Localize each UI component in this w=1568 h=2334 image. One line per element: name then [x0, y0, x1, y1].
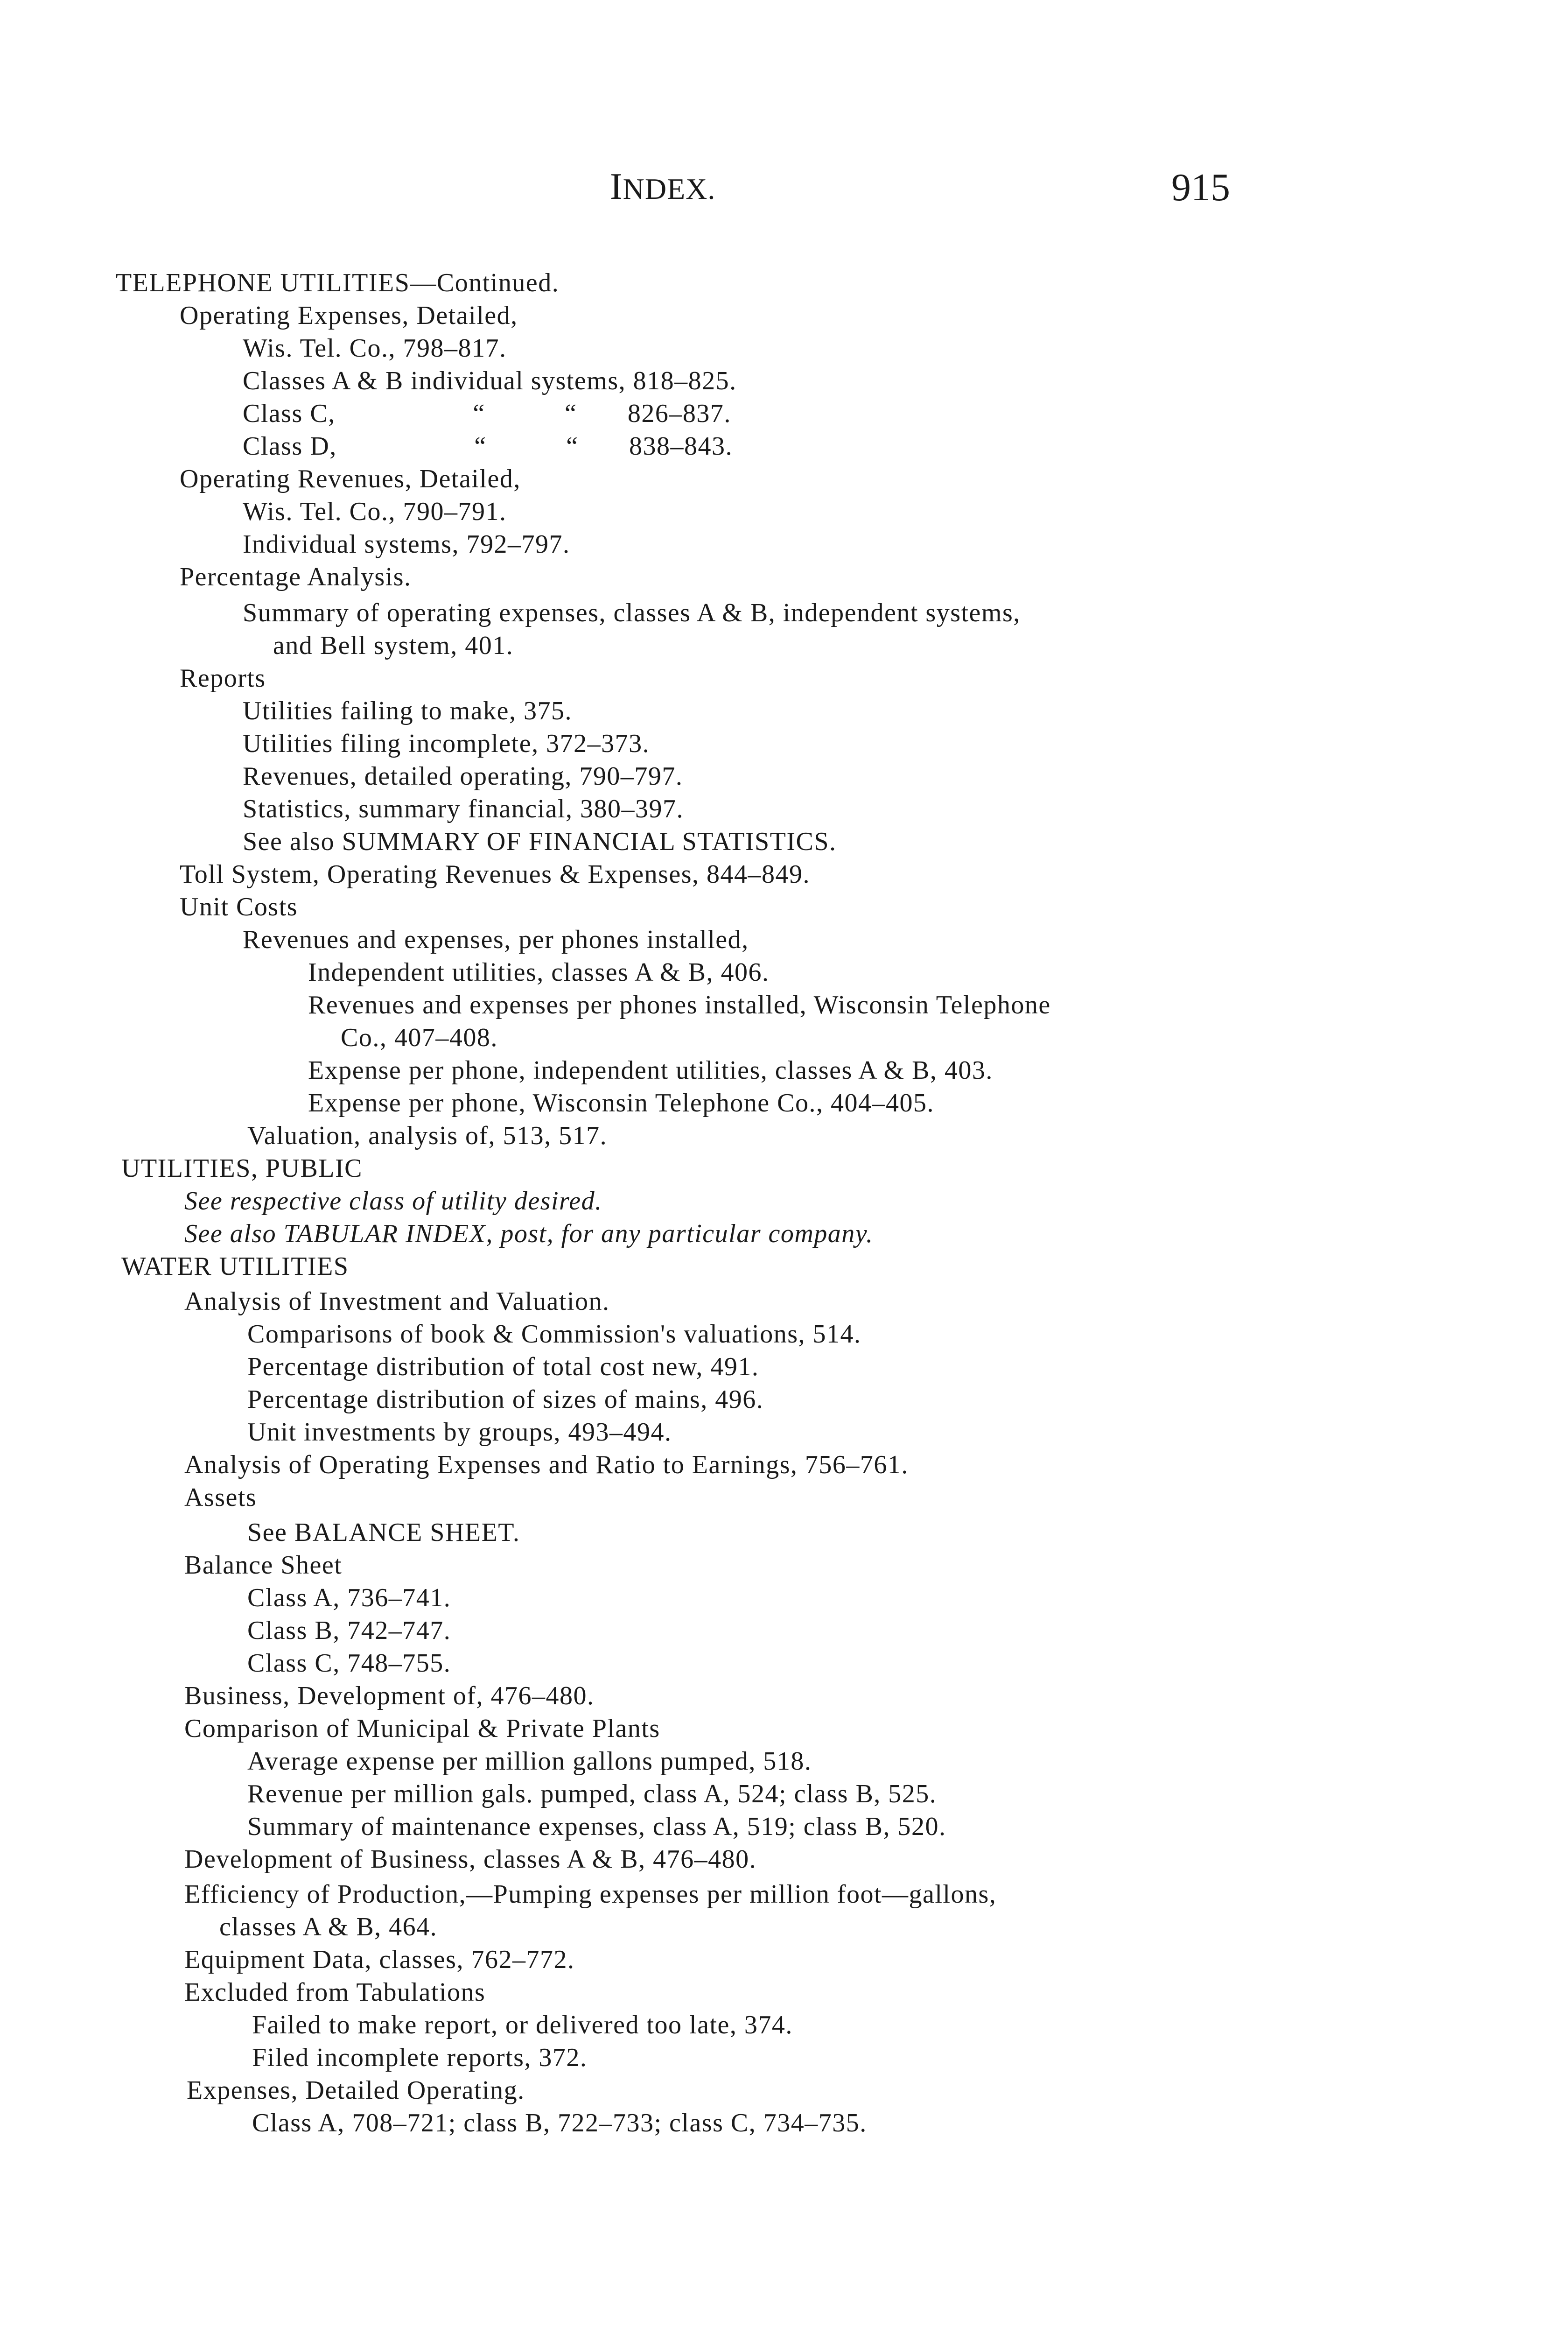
- index-subentry: Wis. Tel. Co., 790–791.: [243, 497, 507, 526]
- index-subentry: Valuation, analysis of, 513, 517.: [247, 1121, 608, 1150]
- index-subentry: Individual systems, 792–797.: [243, 530, 570, 559]
- index-entry: Reports: [180, 664, 266, 693]
- index-subentry: Comparisons of book & Commission's valuations, 514.: [247, 1320, 861, 1349]
- index-entry: Efficiency of Production,—Pumping expenses per million foot—gallons,: [184, 1880, 997, 1909]
- index-continuation: classes A & B, 464.: [219, 1912, 438, 1941]
- index-subentry: Class A, 736–741.: [247, 1583, 451, 1612]
- index-entry: Unit Costs: [180, 893, 298, 921]
- index-heading-utilities-public: UTILITIES, PUBLIC: [121, 1154, 363, 1183]
- index-subentry: Percentage distribution of total cost new, 491.: [247, 1352, 759, 1381]
- index-cross-reference: See respective class of utility desired.: [184, 1187, 602, 1216]
- page-number: 915: [1171, 166, 1230, 209]
- index-subsubentry: Independent utilities, classes A & B, 406.: [308, 958, 770, 987]
- index-entry: Expenses, Detailed Operating.: [187, 2076, 525, 2105]
- index-subentry: Filed incomplete reports, 372.: [252, 2043, 588, 2072]
- index-subsubentry: Expense per phone, independent utilities, classes A & B, 403.: [308, 1056, 993, 1085]
- index-subentry: Class C, 748–755.: [247, 1649, 451, 1678]
- index-entry: Operating Revenues, Detailed,: [180, 464, 521, 493]
- index-entry: Assets: [184, 1483, 257, 1512]
- index-subentry: Class B, 742–747.: [247, 1616, 451, 1645]
- index-subsubentry: Expense per phone, Wisconsin Telephone Co., 404–405.: [308, 1089, 934, 1118]
- index-subentry: Classes A & B individual systems, 818–825.: [243, 366, 737, 395]
- index-subentry: Revenues and expenses, per phones installed,: [243, 925, 749, 954]
- index-cross-reference: See also SUMMARY OF FINANCIAL STATISTICS.: [243, 827, 837, 856]
- index-subentry: Statistics, summary financial, 380–397.: [243, 794, 684, 823]
- index-entry: Analysis of Operating Expenses and Ratio to Earnings, 756–761.: [184, 1450, 909, 1479]
- index-entry: Toll System, Operating Revenues & Expenses, 844–849.: [180, 860, 811, 889]
- index-subsubentry: Revenues and expenses per phones installed, Wisconsin Telephone: [308, 991, 1051, 1019]
- index-subentry: Class A, 708–721; class B, 722–733; class C, 734–735.: [252, 2109, 867, 2137]
- index-entry: Excluded from Tabulations: [184, 1978, 486, 2007]
- index-cross-reference: See BALANCE SHEET.: [247, 1518, 520, 1547]
- index-heading-telephone-utilities: TELEPHONE UTILITIES—Continued.: [116, 268, 560, 297]
- index-subentry: Percentage distribution of sizes of mains, 496.: [247, 1385, 764, 1414]
- index-entry: Operating Expenses, Detailed,: [180, 301, 518, 330]
- index-entry: Analysis of Investment and Valuation.: [184, 1287, 610, 1316]
- index-subentry: Revenues, detailed operating, 790–797.: [243, 762, 683, 791]
- index-entry: Balance Sheet: [184, 1551, 343, 1580]
- index-entry: Equipment Data, classes, 762–772.: [184, 1945, 575, 1974]
- index-entry: Development of Business, classes A & B, 476–480.: [184, 1845, 757, 1874]
- index-subentry: Wis. Tel. Co., 798–817.: [243, 334, 507, 363]
- index-subentry: Summary of maintenance expenses, class A, 519; class B, 520.: [247, 1812, 946, 1841]
- index-subentry: Failed to make report, or delivered too late, 374.: [252, 2011, 793, 2039]
- index-entry: Percentage Analysis.: [180, 562, 412, 591]
- page-title-initial: I: [610, 166, 623, 207]
- index-continuation: and Bell system, 401.: [273, 631, 514, 660]
- index-entry: Business, Development of, 476–480.: [184, 1681, 595, 1710]
- page-title: [610, 168, 715, 205]
- index-continuation: Co., 407–408.: [341, 1023, 498, 1052]
- index-heading-water-utilities: WATER UTILITIES: [121, 1252, 349, 1281]
- index-subentry: Revenue per million gals. pumped, class A, 524; class B, 525.: [247, 1779, 937, 1808]
- index-subentry: Unit investments by groups, 493–494.: [247, 1418, 672, 1447]
- index-subentry: Average expense per million gallons pumped, 518.: [247, 1747, 812, 1776]
- index-subentry: Summary of operating expenses, classes A & B, independent systems,: [243, 598, 1021, 627]
- index-subentry: Utilities filing incomplete, 372–373.: [243, 729, 650, 758]
- index-subentry: Class D, “ “ 838–843.: [243, 432, 733, 461]
- index-cross-reference: See also TABULAR INDEX, post, for any particular company.: [184, 1219, 874, 1248]
- page-title-rest: NDEX.: [623, 172, 716, 205]
- index-entry: Comparison of Municipal & Private Plants: [184, 1714, 660, 1743]
- index-subentry: Class C, “ “ 826–837.: [243, 399, 731, 428]
- index-subentry: Utilities failing to make, 375.: [243, 696, 572, 725]
